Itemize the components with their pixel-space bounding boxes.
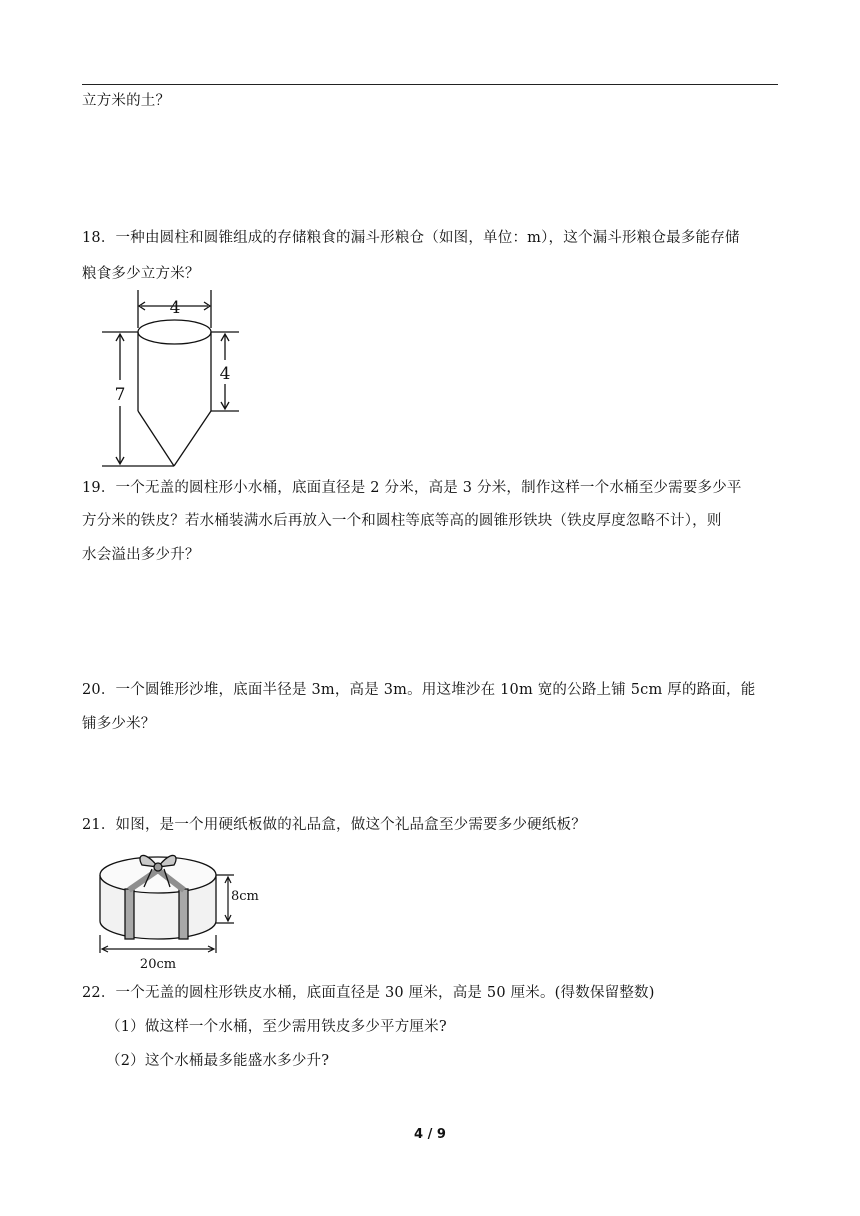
q18-label-cylinder-height: 4 <box>219 364 231 384</box>
q22-part1: （1）做这样一个水桶，至少需用铁皮多少平方厘米? <box>106 1019 447 1035</box>
q22-part2: （2）这个水桶最多能盛水多少升? <box>106 1053 330 1069</box>
q19-text-line2: 方分米的铁皮？若水桶装满水后再放入一个和圆柱等底等高的圆锥形铁块（铁皮厚度忽略不计），则 <box>82 513 722 529</box>
q18-label-total-height: 7 <box>114 385 126 405</box>
q21-text-line1: 21．如图，是一个用硬纸板做的礼品盒，做这个礼品盒至少需要多少硬纸板？ <box>82 817 586 833</box>
q18-text-line1: 18．一种由圆柱和圆锥组成的存储粮食的漏斗形粮仓（如图，单位：m），这个漏斗形粮仓最多能存储 <box>82 230 740 246</box>
q17-tail-text: 立方米的土？ <box>82 93 171 109</box>
q22-text-line1: 22．一个无盖的圆柱形铁皮水桶，底面直径是 30 厘米，高是 50 厘米。(得数保留整数) <box>82 985 655 1001</box>
q21-label-height: 8cm <box>231 889 259 904</box>
q19-text-line3: 水会溢出多少升？ <box>82 547 200 563</box>
header-rule <box>82 84 778 85</box>
q21-label-diameter: 20cm <box>139 957 177 972</box>
q18-label-diameter: 4 <box>169 298 181 318</box>
q20-text-line2: 铺多少米？ <box>82 716 156 732</box>
q18-funnel-figure <box>98 288 243 470</box>
q18-text-line2: 粮食多少立方米？ <box>82 266 200 282</box>
q21-gift-box-figure <box>92 843 262 973</box>
q20-text-line1: 20．一个圆锥形沙堆，底面半径是 3m，高是 3m。用这堆沙在 10m 宽的公路上铺 5cm 厚的路面，能 <box>82 682 756 698</box>
q19-text-line1: 19．一个无盖的圆柱形小水桶，底面直径是 2 分米，高是 3 分米，制作这样一个水桶至少需要多少平 <box>82 480 742 496</box>
page-number: 4 / 9 <box>414 1127 446 1142</box>
